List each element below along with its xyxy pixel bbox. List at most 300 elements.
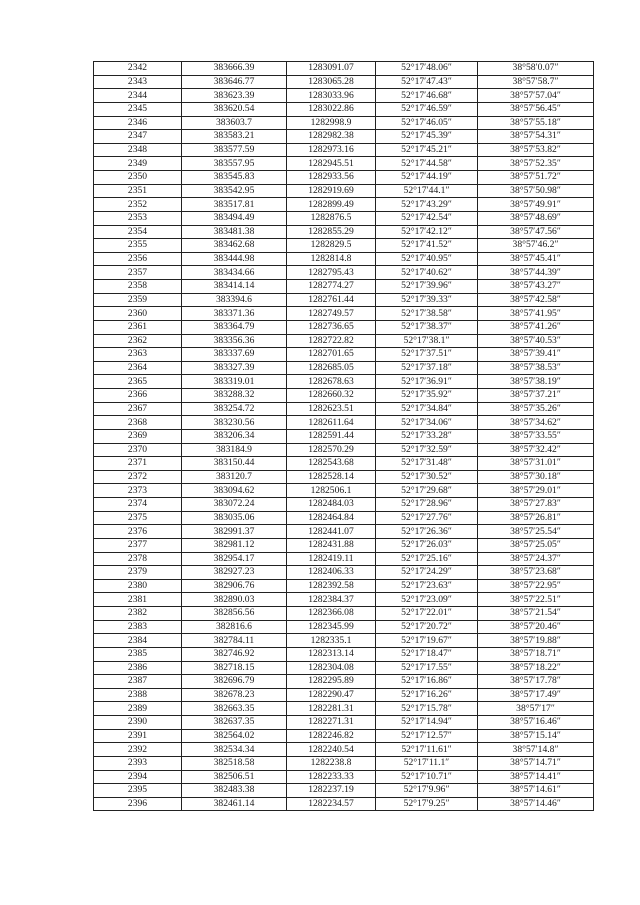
x-coordinate-cell: 382506.51 [182,770,287,784]
longitude-cell: 38°57′31.01″ [478,457,594,471]
point-number-cell: 2383 [94,620,182,634]
y-coordinate-cell: 1283065.28 [287,75,376,89]
point-number-cell: 2394 [94,770,182,784]
latitude-cell: 52°17′33.28″ [376,429,478,443]
point-number-cell: 2344 [94,89,182,103]
y-coordinate-cell: 1282623.51 [287,402,376,416]
latitude-cell: 52°17′44.58″ [376,157,478,171]
longitude-cell: 38°58′0.07″ [478,62,594,76]
x-coordinate-cell: 383337.69 [182,348,287,362]
longitude-cell: 38°57′15.14″ [478,729,594,743]
table-row [94,484,594,498]
table-row [94,334,594,348]
point-number-cell: 2356 [94,252,182,266]
y-coordinate-cell: 1282876.5 [287,211,376,225]
latitude-cell: 52°17′37.51″ [376,348,478,362]
x-coordinate-cell: 382890.03 [182,593,287,607]
longitude-cell: 38°57′14.61″ [478,784,594,798]
y-coordinate-cell: 1282855.29 [287,225,376,239]
x-coordinate-cell: 383394.6 [182,293,287,307]
y-coordinate-cell: 1282304.08 [287,661,376,675]
longitude-cell: 38°57′47.56″ [478,225,594,239]
longitude-cell: 38°57′52.35″ [478,157,594,171]
longitude-cell: 38°57′27.83″ [478,498,594,512]
y-coordinate-cell: 1282761.44 [287,293,376,307]
x-coordinate-cell: 383319.01 [182,375,287,389]
y-coordinate-cell: 1282484.03 [287,498,376,512]
latitude-cell: 52°17′39.33″ [376,293,478,307]
table-row [94,784,594,798]
longitude-cell: 38°57′39.41″ [478,348,594,362]
latitude-cell: 52°17′15.78″ [376,702,478,716]
table-row [94,538,594,552]
longitude-cell: 38°57′19.88″ [478,634,594,648]
table-row [94,716,594,730]
x-coordinate-cell: 383666.39 [182,62,287,76]
latitude-cell: 52°17′29.68″ [376,484,478,498]
table-row [94,729,594,743]
y-coordinate-cell: 1282701.65 [287,348,376,362]
point-number-cell: 2382 [94,607,182,621]
longitude-cell: 38°57′14.71″ [478,756,594,770]
longitude-cell: 38°57′20.46″ [478,620,594,634]
table-row [94,402,594,416]
x-coordinate-cell: 382696.79 [182,675,287,689]
y-coordinate-cell: 1282406.33 [287,566,376,580]
point-number-cell: 2388 [94,688,182,702]
y-coordinate-cell: 1282295.89 [287,675,376,689]
y-coordinate-cell: 1282591.44 [287,429,376,443]
longitude-cell: 38°57′17″ [478,702,594,716]
point-number-cell: 2374 [94,498,182,512]
x-coordinate-cell: 382637.35 [182,716,287,730]
latitude-cell: 52°17′30.52″ [376,470,478,484]
latitude-cell: 52°17′10.71″ [376,770,478,784]
y-coordinate-cell: 1282441.07 [287,525,376,539]
latitude-cell: 52°17′34.84″ [376,402,478,416]
y-coordinate-cell: 1282431.88 [287,538,376,552]
table-row [94,634,594,648]
latitude-cell: 52°17′18.47″ [376,647,478,661]
y-coordinate-cell: 1282945.51 [287,157,376,171]
point-number-cell: 2389 [94,702,182,716]
longitude-cell: 38°57′44.39″ [478,266,594,280]
table-row [94,647,594,661]
point-number-cell: 2348 [94,143,182,157]
latitude-cell: 52°17′22.01″ [376,607,478,621]
latitude-cell: 52°17′31.48″ [376,457,478,471]
latitude-cell: 52°17′40.95″ [376,252,478,266]
table-row [94,525,594,539]
y-coordinate-cell: 1282543.68 [287,457,376,471]
y-coordinate-cell: 1282238.8 [287,756,376,770]
x-coordinate-cell: 383254.72 [182,402,287,416]
longitude-cell: 38°57′17.49″ [478,688,594,702]
latitude-cell: 52°17′17.55″ [376,661,478,675]
latitude-cell: 52°17′16.26″ [376,688,478,702]
x-coordinate-cell: 383481.38 [182,225,287,239]
y-coordinate-cell: 1282973.16 [287,143,376,157]
table-row [94,607,594,621]
longitude-cell: 38°57′14.41″ [478,770,594,784]
y-coordinate-cell: 1282366.08 [287,607,376,621]
y-coordinate-cell: 1282281.31 [287,702,376,716]
point-number-cell: 2342 [94,62,182,76]
point-number-cell: 2391 [94,729,182,743]
x-coordinate-cell: 383557.95 [182,157,287,171]
longitude-cell: 38°57′54.31″ [478,130,594,144]
point-number-cell: 2349 [94,157,182,171]
x-coordinate-cell: 382816.6 [182,620,287,634]
table-row [94,552,594,566]
table-row [94,293,594,307]
point-number-cell: 2354 [94,225,182,239]
table-row [94,157,594,171]
x-coordinate-cell: 383150.44 [182,457,287,471]
x-coordinate-cell: 382461.14 [182,797,287,811]
table-row [94,320,594,334]
table-row [94,171,594,185]
latitude-cell: 52°17′38.1″ [376,334,478,348]
x-coordinate-cell: 383646.77 [182,75,287,89]
x-coordinate-cell: 383444.98 [182,252,287,266]
table-row [94,429,594,443]
latitude-cell: 52°17′40.62″ [376,266,478,280]
y-coordinate-cell: 1283022.86 [287,102,376,116]
longitude-cell: 38°57′17.78″ [478,675,594,689]
table-row [94,102,594,116]
latitude-cell: 52°17′28.96″ [376,498,478,512]
table-row [94,457,594,471]
longitude-cell: 38°57′42.58″ [478,293,594,307]
point-number-cell: 2390 [94,716,182,730]
point-number-cell: 2345 [94,102,182,116]
x-coordinate-cell: 382564.02 [182,729,287,743]
x-coordinate-cell: 383035.06 [182,511,287,525]
table-row [94,375,594,389]
point-number-cell: 2359 [94,293,182,307]
x-coordinate-cell: 383577.59 [182,143,287,157]
latitude-cell: 52°17′46.59″ [376,102,478,116]
y-coordinate-cell: 1283033.96 [287,89,376,103]
longitude-cell: 38°57′23.68″ [478,566,594,580]
table-row [94,797,594,811]
longitude-cell: 38°57′41.26″ [478,320,594,334]
table-row [94,416,594,430]
longitude-cell: 38°57′34.62″ [478,416,594,430]
y-coordinate-cell: 1282234.57 [287,797,376,811]
longitude-cell: 38°57′29.01″ [478,484,594,498]
table-row [94,89,594,103]
latitude-cell: 52°17′19.67″ [376,634,478,648]
latitude-cell: 52°17′44.19″ [376,171,478,185]
point-number-cell: 2376 [94,525,182,539]
longitude-cell: 38°57′32.42″ [478,443,594,457]
y-coordinate-cell: 1282570.29 [287,443,376,457]
longitude-cell: 38°57′14.46″ [478,797,594,811]
point-number-cell: 2365 [94,375,182,389]
table-row [94,75,594,89]
table-row [94,511,594,525]
x-coordinate-cell: 383364.79 [182,320,287,334]
latitude-cell: 52°17′43.29″ [376,198,478,212]
point-number-cell: 2377 [94,538,182,552]
latitude-cell: 52°17′45.39″ [376,130,478,144]
table-row [94,675,594,689]
x-coordinate-cell: 382954.17 [182,552,287,566]
table-row [94,211,594,225]
latitude-cell: 52°17′26.03″ [376,538,478,552]
y-coordinate-cell: 1282313.14 [287,647,376,661]
y-coordinate-cell: 1282290.47 [287,688,376,702]
table-row [94,198,594,212]
point-number-cell: 2361 [94,320,182,334]
x-coordinate-cell: 383356.36 [182,334,287,348]
latitude-cell: 52°17′48.06″ [376,62,478,76]
table-row [94,756,594,770]
point-number-cell: 2370 [94,443,182,457]
coordinates-table-body [94,62,594,811]
table-row [94,743,594,757]
longitude-cell: 38°57′40.53″ [478,334,594,348]
longitude-cell: 38°57′53.82″ [478,143,594,157]
y-coordinate-cell: 1282774.27 [287,280,376,294]
x-coordinate-cell: 383206.34 [182,429,287,443]
latitude-cell: 52°17′25.16″ [376,552,478,566]
point-number-cell: 2367 [94,402,182,416]
y-coordinate-cell: 1282384.37 [287,593,376,607]
x-coordinate-cell: 383072.24 [182,498,287,512]
latitude-cell: 52°17′20.72″ [376,620,478,634]
longitude-cell: 38°57′38.19″ [478,375,594,389]
table-row [94,143,594,157]
x-coordinate-cell: 383545.83 [182,171,287,185]
x-coordinate-cell: 383494.49 [182,211,287,225]
point-number-cell: 2395 [94,784,182,798]
longitude-cell: 38°57′22.95″ [478,579,594,593]
longitude-cell: 38°57′38.53″ [478,361,594,375]
table-row [94,593,594,607]
latitude-cell: 52°17′23.09″ [376,593,478,607]
longitude-cell: 38°57′41.95″ [478,307,594,321]
x-coordinate-cell: 383288.32 [182,389,287,403]
point-number-cell: 2346 [94,116,182,130]
table-row [94,361,594,375]
x-coordinate-cell: 382663.35 [182,702,287,716]
latitude-cell: 52°17′42.54″ [376,211,478,225]
latitude-cell: 52°17′44.1″ [376,184,478,198]
y-coordinate-cell: 1282685.05 [287,361,376,375]
point-number-cell: 2378 [94,552,182,566]
longitude-cell: 38°57′55.18″ [478,116,594,130]
point-number-cell: 2369 [94,429,182,443]
longitude-cell: 38°57′57.04″ [478,89,594,103]
x-coordinate-cell: 383094.62 [182,484,287,498]
x-coordinate-cell: 383620.54 [182,102,287,116]
latitude-cell: 52°17′34.06″ [376,416,478,430]
longitude-cell: 38°57′50.98″ [478,184,594,198]
point-number-cell: 2384 [94,634,182,648]
point-number-cell: 2393 [94,756,182,770]
longitude-cell: 38°57′24.37″ [478,552,594,566]
longitude-cell: 38°57′14.8″ [478,743,594,757]
y-coordinate-cell: 1282933.56 [287,171,376,185]
y-coordinate-cell: 1282736.65 [287,320,376,334]
latitude-cell: 52°17′11.61″ [376,743,478,757]
x-coordinate-cell: 382746.92 [182,647,287,661]
y-coordinate-cell: 1282795.43 [287,266,376,280]
x-coordinate-cell: 383542.95 [182,184,287,198]
longitude-cell: 38°57′35.26″ [478,402,594,416]
table-row [94,661,594,675]
table-row [94,239,594,253]
x-coordinate-cell: 383517.81 [182,198,287,212]
point-number-cell: 2372 [94,470,182,484]
point-number-cell: 2368 [94,416,182,430]
y-coordinate-cell: 1282246.82 [287,729,376,743]
latitude-cell: 52°17′9.25″ [376,797,478,811]
y-coordinate-cell: 1282237.19 [287,784,376,798]
latitude-cell: 52°17′14.94″ [376,716,478,730]
x-coordinate-cell: 383434.66 [182,266,287,280]
x-coordinate-cell: 382518.58 [182,756,287,770]
x-coordinate-cell: 383327.39 [182,361,287,375]
table-row [94,498,594,512]
point-number-cell: 2358 [94,280,182,294]
point-number-cell: 2366 [94,389,182,403]
table-row [94,184,594,198]
longitude-cell: 38°57′56.45″ [478,102,594,116]
latitude-cell: 52°17′47.43″ [376,75,478,89]
latitude-cell: 52°17′35.92″ [376,389,478,403]
x-coordinate-cell: 383414.14 [182,280,287,294]
point-number-cell: 2343 [94,75,182,89]
longitude-cell: 38°57′25.05″ [478,538,594,552]
point-number-cell: 2363 [94,348,182,362]
y-coordinate-cell: 1282345.99 [287,620,376,634]
table-row [94,116,594,130]
point-number-cell: 2347 [94,130,182,144]
x-coordinate-cell: 383603.7 [182,116,287,130]
longitude-cell: 38°57′45.41″ [478,252,594,266]
y-coordinate-cell: 1282233.33 [287,770,376,784]
y-coordinate-cell: 1282749.57 [287,307,376,321]
latitude-cell: 52°17′46.05″ [376,116,478,130]
x-coordinate-cell: 382856.56 [182,607,287,621]
table-row [94,770,594,784]
longitude-cell: 38°57′37.21″ [478,389,594,403]
point-number-cell: 2357 [94,266,182,280]
y-coordinate-cell: 1282814.8 [287,252,376,266]
latitude-cell: 52°17′26.36″ [376,525,478,539]
longitude-cell: 38°57′26.81″ [478,511,594,525]
y-coordinate-cell: 1282506.1 [287,484,376,498]
point-number-cell: 2392 [94,743,182,757]
x-coordinate-cell: 382678.23 [182,688,287,702]
table-row [94,579,594,593]
x-coordinate-cell: 383184.9 [182,443,287,457]
x-coordinate-cell: 382718.15 [182,661,287,675]
longitude-cell: 38°57′16.46″ [478,716,594,730]
latitude-cell: 52°17′46.68″ [376,89,478,103]
latitude-cell: 52°17′24.29″ [376,566,478,580]
longitude-cell: 38°57′33.55″ [478,429,594,443]
table-row [94,307,594,321]
table-row [94,266,594,280]
point-number-cell: 2360 [94,307,182,321]
table-row [94,620,594,634]
y-coordinate-cell: 1282982.38 [287,130,376,144]
longitude-cell: 38°57′46.2″ [478,239,594,253]
point-number-cell: 2375 [94,511,182,525]
x-coordinate-cell: 382906.76 [182,579,287,593]
y-coordinate-cell: 1282419.11 [287,552,376,566]
x-coordinate-cell: 382981.12 [182,538,287,552]
y-coordinate-cell: 1282611.64 [287,416,376,430]
longitude-cell: 38°57′48.69″ [478,211,594,225]
latitude-cell: 52°17′42.12″ [376,225,478,239]
y-coordinate-cell: 1282392.58 [287,579,376,593]
latitude-cell: 52°17′23.63″ [376,579,478,593]
point-number-cell: 2380 [94,579,182,593]
point-number-cell: 2362 [94,334,182,348]
x-coordinate-cell: 383623.39 [182,89,287,103]
table-row [94,470,594,484]
latitude-cell: 52°17′38.58″ [376,307,478,321]
y-coordinate-cell: 1282998.9 [287,116,376,130]
table-row [94,688,594,702]
table-row [94,389,594,403]
longitude-cell: 38°57′18.22″ [478,661,594,675]
point-number-cell: 2364 [94,361,182,375]
latitude-cell: 52°17′9.96″ [376,784,478,798]
latitude-cell: 52°17′27.76″ [376,511,478,525]
point-number-cell: 2373 [94,484,182,498]
table-row [94,225,594,239]
x-coordinate-cell: 383462.68 [182,239,287,253]
table-row [94,130,594,144]
y-coordinate-cell: 1282464.84 [287,511,376,525]
x-coordinate-cell: 382784.11 [182,634,287,648]
coordinates-table [93,61,594,811]
latitude-cell: 52°17′37.18″ [376,361,478,375]
y-coordinate-cell: 1282722.82 [287,334,376,348]
point-number-cell: 2351 [94,184,182,198]
latitude-cell: 52°17′39.96″ [376,280,478,294]
point-number-cell: 2379 [94,566,182,580]
y-coordinate-cell: 1282919.69 [287,184,376,198]
latitude-cell: 52°17′12.57″ [376,729,478,743]
table-row [94,280,594,294]
longitude-cell: 38°57′30.18″ [478,470,594,484]
x-coordinate-cell: 383120.7 [182,470,287,484]
x-coordinate-cell: 382927.23 [182,566,287,580]
point-number-cell: 2386 [94,661,182,675]
point-number-cell: 2385 [94,647,182,661]
y-coordinate-cell: 1282678.63 [287,375,376,389]
table-row [94,348,594,362]
x-coordinate-cell: 382991.37 [182,525,287,539]
y-coordinate-cell: 1282335.1 [287,634,376,648]
latitude-cell: 52°17′11.1″ [376,756,478,770]
point-number-cell: 2353 [94,211,182,225]
latitude-cell: 52°17′45.21″ [376,143,478,157]
table-row [94,443,594,457]
latitude-cell: 52°17′38.37″ [376,320,478,334]
table-row [94,62,594,76]
y-coordinate-cell: 1282660.32 [287,389,376,403]
latitude-cell: 52°17′16.86″ [376,675,478,689]
